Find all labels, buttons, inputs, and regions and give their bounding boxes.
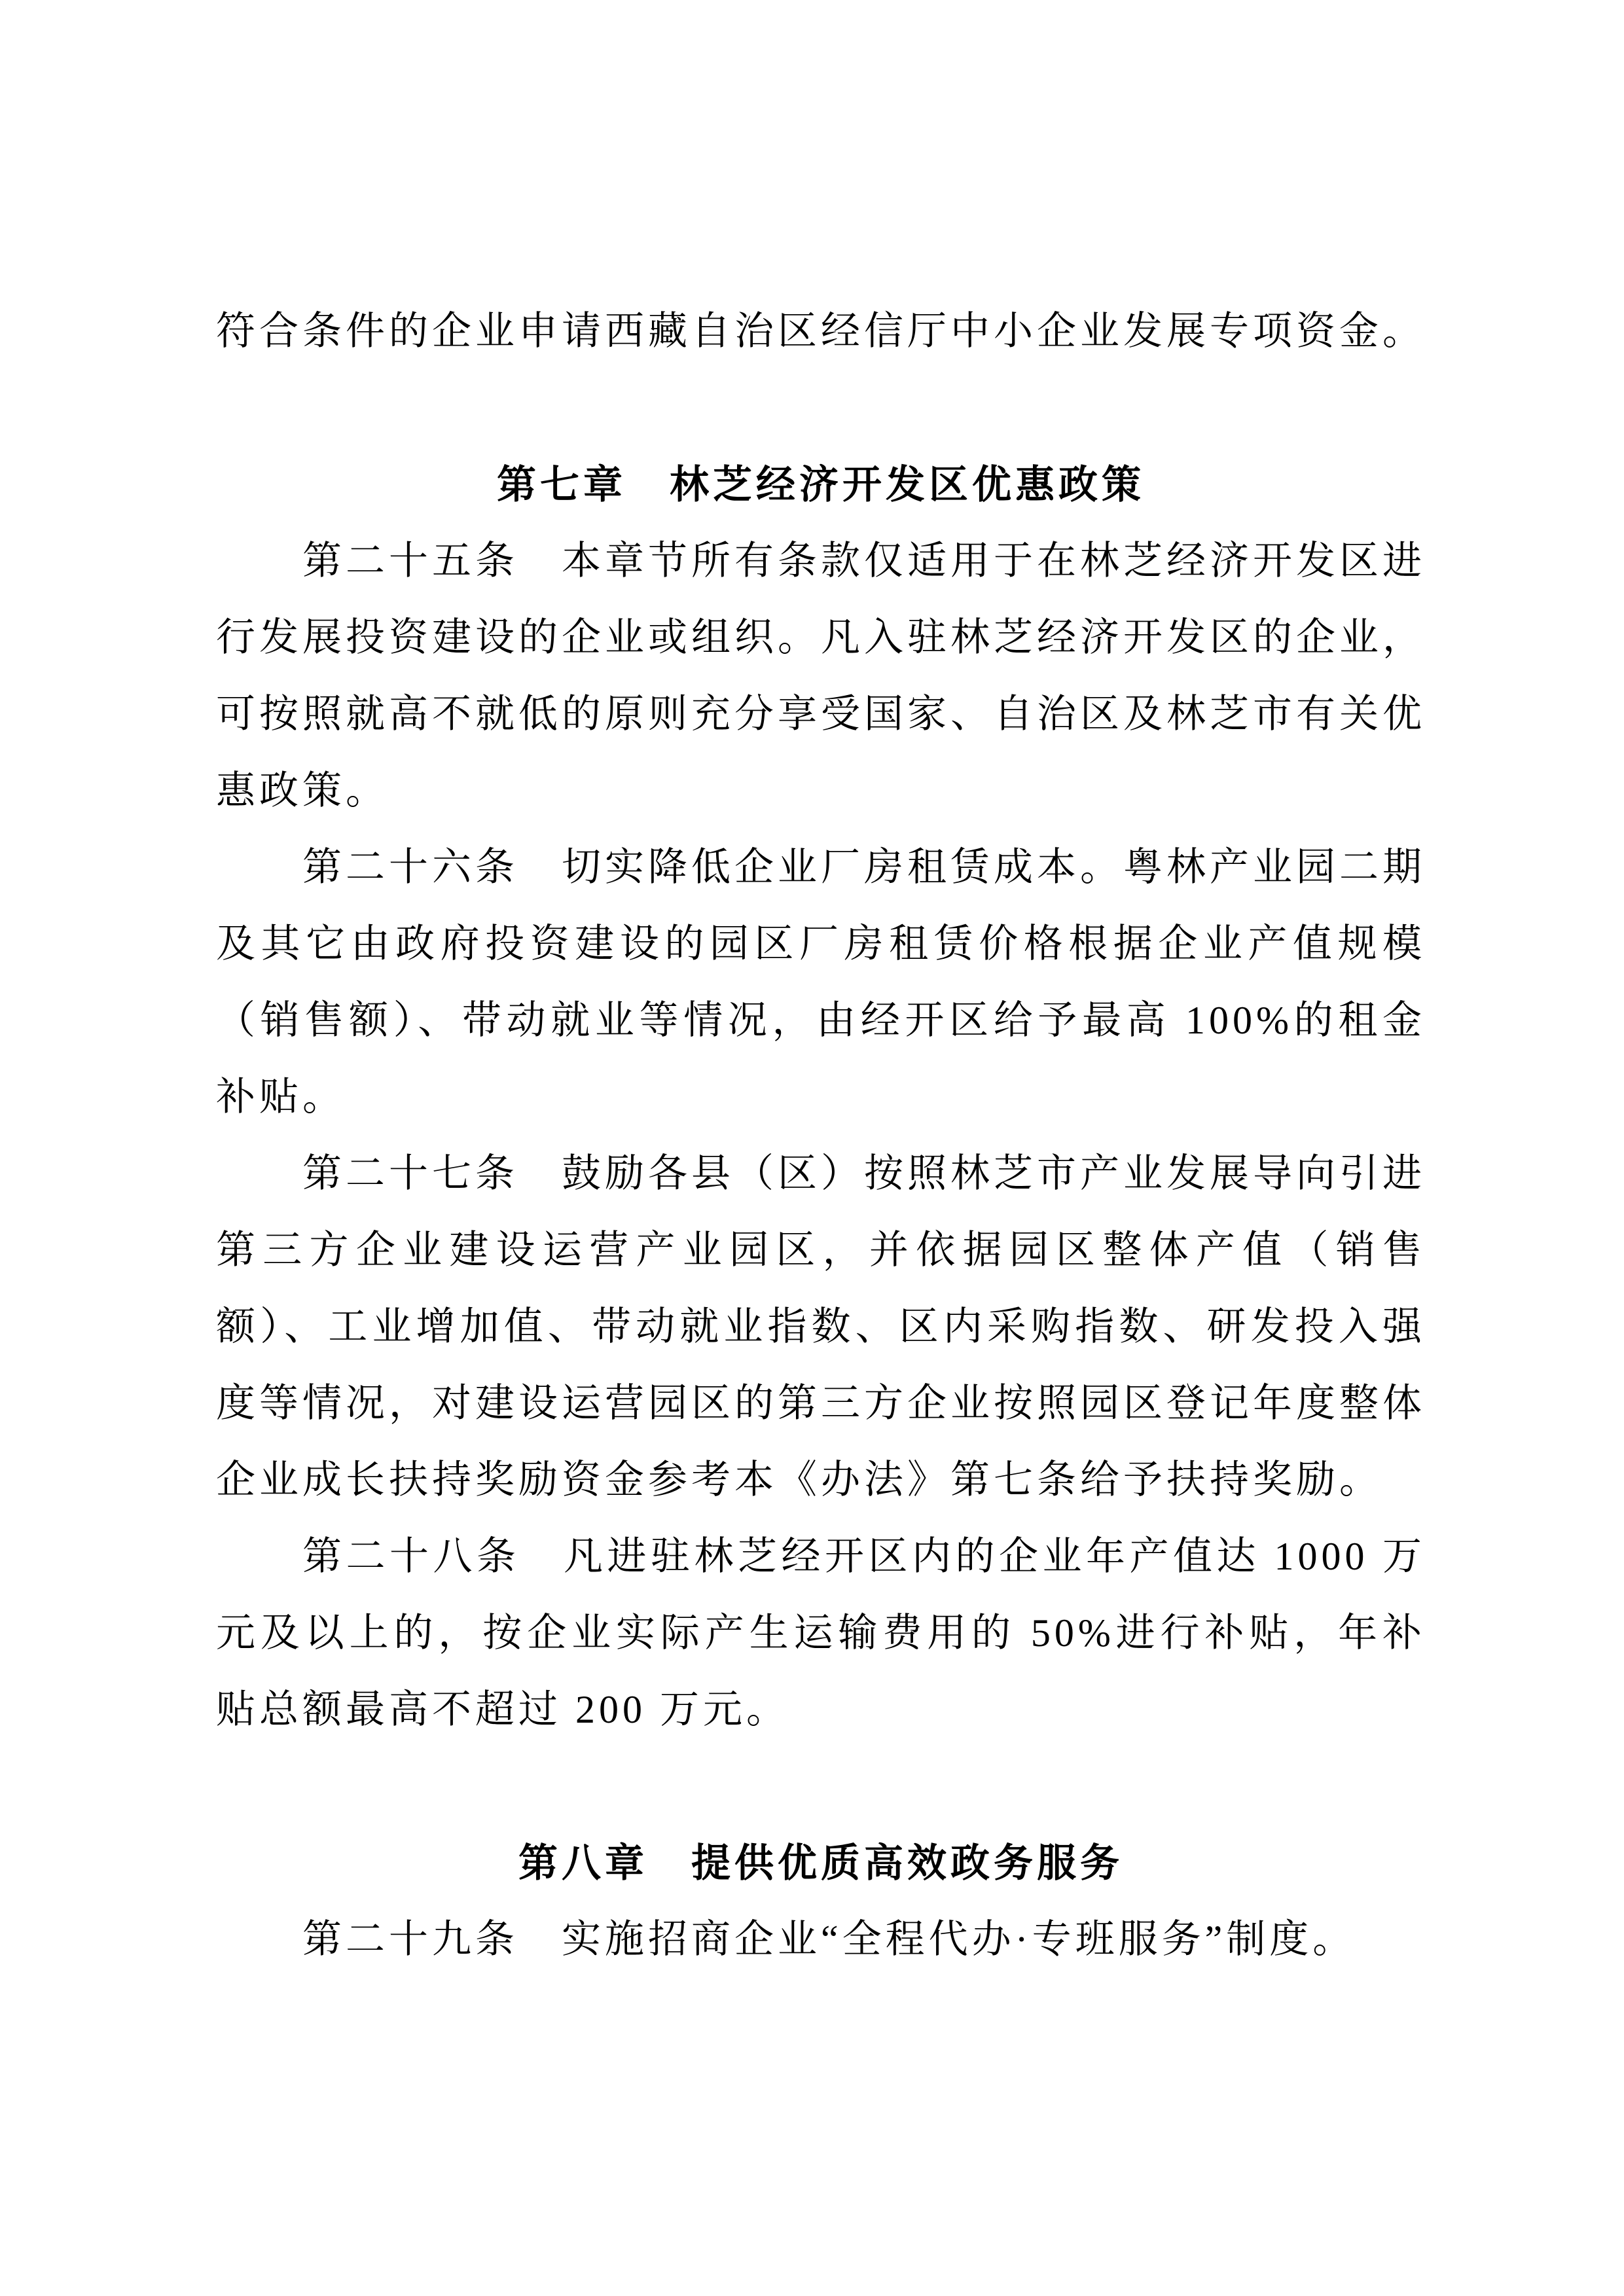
paragraph-continuation: 符合条件的企业申请西藏自治区经信厅中小企业发展专项资金。 <box>216 310 1426 353</box>
article-26-paragraph: 第二十六条 切实降低企业厂房租赁成本。粤林产业园二期及其它由政府投资建设的园区厂房租赁价格根据企业产值规模（销售额）、带动就业等情况，由经开区给予最高 100%的租金补贴。 <box>216 846 1426 1119</box>
article-27-paragraph: 第二十七条 鼓励各县（区）按照林芝市产业发展导向引进第三方企业建设运营产业园区，并依据园区整体产值（销售额）、工业增加值、带动就业指数、区内采购指数、研发投入强度等情况，对建设运营园区的第三方企业按照园区登记年度整体企业成长扶持奖励资金参考本《办法》第七条给予扶持奖励。 <box>216 1152 1426 1501</box>
article-29-paragraph: 第二十九条 实施招商企业“全程代办·专班服务”制度。 <box>302 1918 1356 1961</box>
article-28-paragraph: 第二十八条 凡进驻林芝经开区内的企业年产值达 1000 万元及以上的，按企业实际产生运输费用的 50%进行补贴，年补贴总额最高不超过 200 万元。 <box>216 1535 1426 1731</box>
chapter-7-heading: 第七章 林芝经济开发区优惠政策 <box>497 463 1145 507</box>
article-25-paragraph: 第二十五条 本章节所有条款仅适用于在林芝经济开发区进行发展投资建设的企业或组织。凡入驻林芝经济开发区的企业，可按照就高不就低的原则充分享受国家、自治区及林芝市有关优惠政策。 <box>216 539 1426 812</box>
chapter-8-heading: 第八章 提供优质高效政务服务 <box>518 1841 1123 1885</box>
document-text-block <box>216 293 1426 1978</box>
